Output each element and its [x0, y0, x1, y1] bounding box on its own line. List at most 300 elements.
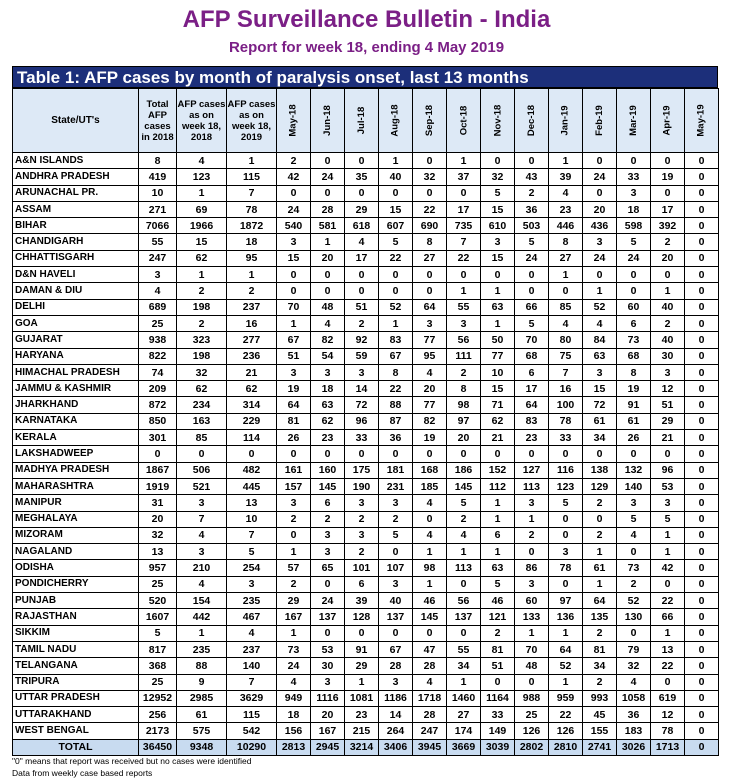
table-row [13, 527, 719, 543]
value-cell: 0 [617, 153, 651, 169]
value-cell: 81 [481, 641, 515, 657]
footnote-data-source: Data from weekly case based reports [12, 768, 153, 778]
value-cell: 21 [227, 364, 277, 380]
state-name-cell: DAMAN & DIU [13, 283, 139, 299]
value-cell: 145 [447, 478, 481, 494]
table-row [13, 625, 719, 641]
value-cell: 817 [139, 641, 177, 657]
value-cell: 610 [481, 218, 515, 234]
value-cell: 3 [311, 544, 345, 560]
value-cell: 1 [227, 153, 277, 169]
state-name-cell: ODISHA [13, 560, 139, 576]
value-cell: 78 [227, 201, 277, 217]
value-cell: 0 [413, 446, 447, 462]
value-cell: 690 [413, 218, 447, 234]
value-cell: 1966 [177, 218, 227, 234]
value-cell: 86 [515, 560, 549, 576]
value-cell: 1460 [447, 690, 481, 706]
value-cell: 100 [549, 397, 583, 413]
value-cell: 2 [651, 234, 685, 250]
value-cell: 186 [447, 462, 481, 478]
value-cell: 12 [651, 381, 685, 397]
value-cell: 0 [685, 690, 719, 706]
value-cell: 3 [177, 544, 227, 560]
col-header-month [447, 89, 481, 153]
value-cell: 87 [379, 413, 413, 429]
value-cell: 3 [379, 674, 413, 690]
value-cell: 949 [277, 690, 311, 706]
value-cell: 0 [685, 348, 719, 364]
col-header-month [413, 89, 447, 153]
value-cell: 82 [311, 332, 345, 348]
value-cell: 4 [413, 674, 447, 690]
value-cell: 32 [139, 527, 177, 543]
value-cell: 25 [515, 707, 549, 723]
value-cell: 98 [447, 397, 481, 413]
value-cell: 48 [515, 658, 549, 674]
value-cell: 23 [345, 707, 379, 723]
value-cell: 301 [139, 430, 177, 446]
table-row [13, 495, 719, 511]
value-cell: 96 [345, 413, 379, 429]
value-cell: 36 [617, 707, 651, 723]
value-cell: 2 [345, 315, 379, 331]
value-cell: 24 [617, 250, 651, 266]
value-cell: 81 [277, 413, 311, 429]
col-header-month [617, 89, 651, 153]
value-cell: 15 [481, 381, 515, 397]
value-cell: 77 [413, 397, 447, 413]
bulletin-title: AFP Surveillance Bulletin - India [182, 6, 551, 33]
col-header-state: State/UT's [13, 89, 139, 153]
value-cell: 0 [345, 625, 379, 641]
value-cell: 1867 [139, 462, 177, 478]
value-cell: 91 [345, 641, 379, 657]
value-cell: 236 [227, 348, 277, 364]
value-cell: 3 [139, 267, 177, 283]
value-cell: 70 [277, 299, 311, 315]
value-cell: 13 [139, 544, 177, 560]
value-cell: 20 [413, 381, 447, 397]
value-cell: 28 [379, 658, 413, 674]
value-cell: 0 [515, 283, 549, 299]
value-cell: 45 [583, 707, 617, 723]
value-cell: 0 [311, 267, 345, 283]
value-cell: 0 [139, 446, 177, 462]
value-cell: 3 [345, 495, 379, 511]
value-cell: 0 [685, 674, 719, 690]
value-cell: 132 [617, 462, 651, 478]
value-cell: 0 [685, 364, 719, 380]
value-cell: 36450 [139, 739, 177, 755]
value-cell: 24 [277, 201, 311, 217]
value-cell: 161 [277, 462, 311, 478]
value-cell: 17 [447, 201, 481, 217]
value-cell: 2 [515, 527, 549, 543]
value-cell: 29 [277, 593, 311, 609]
value-cell: 5 [379, 527, 413, 543]
value-cell: 619 [651, 690, 685, 706]
value-cell: 0 [413, 267, 447, 283]
value-cell: 0 [549, 527, 583, 543]
value-cell: 1 [345, 674, 379, 690]
value-cell: 3 [277, 495, 311, 511]
col-header-week18-2018: AFP cases as on week 18, 2018 [177, 89, 227, 153]
value-cell: 3 [549, 544, 583, 560]
value-cell: 3406 [379, 739, 413, 755]
value-cell: 175 [345, 462, 379, 478]
state-name-cell: UTTAR PRADESH [13, 690, 139, 706]
col-header-month [651, 89, 685, 153]
value-cell: 198 [177, 348, 227, 364]
value-cell: 113 [515, 478, 549, 494]
value-cell: 37 [447, 169, 481, 185]
value-cell: 70 [515, 332, 549, 348]
value-cell: 116 [549, 462, 583, 478]
value-cell: 1 [549, 267, 583, 283]
value-cell: 8 [413, 234, 447, 250]
value-cell: 0 [447, 625, 481, 641]
value-cell: 185 [413, 478, 447, 494]
value-cell: 368 [139, 658, 177, 674]
value-cell: 1 [583, 544, 617, 560]
value-cell: 155 [583, 723, 617, 739]
table-row [13, 576, 719, 592]
value-cell: 0 [685, 234, 719, 250]
value-cell: 48 [311, 299, 345, 315]
value-cell: 1 [177, 185, 227, 201]
value-cell: 0 [277, 527, 311, 543]
value-cell: 5 [515, 234, 549, 250]
state-name-cell: TELANGANA [13, 658, 139, 674]
value-cell: 126 [549, 723, 583, 739]
value-cell: 5 [515, 315, 549, 331]
col-header-month [277, 89, 311, 153]
value-cell: 62 [177, 250, 227, 266]
value-cell: 61 [583, 413, 617, 429]
value-cell: 5 [549, 495, 583, 511]
value-cell: 467 [227, 609, 277, 625]
value-cell: 0 [549, 576, 583, 592]
value-cell: 0 [685, 576, 719, 592]
value-cell: 988 [515, 690, 549, 706]
value-cell: 73 [617, 332, 651, 348]
value-cell: 78 [549, 560, 583, 576]
value-cell: 0 [685, 511, 719, 527]
value-cell: 419 [139, 169, 177, 185]
value-cell: 121 [481, 609, 515, 625]
month-label: Jun-18 [322, 105, 333, 136]
value-cell: 247 [139, 250, 177, 266]
value-cell: 8 [447, 381, 481, 397]
value-cell: 24 [311, 169, 345, 185]
value-cell: 0 [617, 544, 651, 560]
value-cell: 2 [515, 185, 549, 201]
table-row [13, 707, 719, 723]
value-cell: 82 [413, 413, 447, 429]
value-cell: 88 [379, 397, 413, 413]
value-cell: 35 [345, 169, 379, 185]
value-cell: 0 [685, 267, 719, 283]
state-name-cell: GOA [13, 315, 139, 331]
value-cell: 0 [447, 446, 481, 462]
value-cell: 20 [311, 250, 345, 266]
value-cell: 0 [311, 185, 345, 201]
state-name-cell: RAJASTHAN [13, 609, 139, 625]
value-cell: 63 [583, 348, 617, 364]
value-cell: 4 [345, 234, 379, 250]
value-cell: 157 [277, 478, 311, 494]
value-cell: 0 [685, 315, 719, 331]
value-cell: 83 [515, 413, 549, 429]
value-cell: 6 [345, 576, 379, 592]
value-cell: 17 [651, 201, 685, 217]
value-cell: 136 [549, 609, 583, 625]
value-cell: 129 [583, 478, 617, 494]
value-cell: 77 [413, 332, 447, 348]
value-cell: 55 [139, 234, 177, 250]
value-cell: 0 [413, 511, 447, 527]
value-cell: 1 [583, 283, 617, 299]
value-cell: 64 [549, 641, 583, 657]
value-cell: 42 [277, 169, 311, 185]
value-cell: 215 [345, 723, 379, 739]
value-cell: 3 [379, 495, 413, 511]
value-cell: 5 [139, 625, 177, 641]
value-cell: 3 [311, 364, 345, 380]
table-row [13, 397, 719, 413]
table-row [13, 593, 719, 609]
value-cell: 0 [413, 185, 447, 201]
value-cell: 51 [481, 658, 515, 674]
value-cell: 30 [651, 348, 685, 364]
value-cell: 1 [549, 625, 583, 641]
value-cell: 137 [447, 609, 481, 625]
state-name-cell: JAMMU & KASHMIR [13, 381, 139, 397]
table-body [13, 153, 719, 756]
state-name-cell: UTTARAKHAND [13, 707, 139, 723]
value-cell: 0 [447, 267, 481, 283]
value-cell: 0 [515, 544, 549, 560]
value-cell: 392 [651, 218, 685, 234]
value-cell: 183 [617, 723, 651, 739]
value-cell: 1 [447, 674, 481, 690]
value-cell: 4 [177, 576, 227, 592]
value-cell: 237 [227, 641, 277, 657]
value-cell: 15 [177, 234, 227, 250]
value-cell: 3 [311, 674, 345, 690]
value-cell: 3 [617, 185, 651, 201]
table-row [13, 560, 719, 576]
value-cell: 78 [549, 413, 583, 429]
value-cell: 22 [549, 707, 583, 723]
value-cell: 4 [227, 625, 277, 641]
value-cell: 137 [311, 609, 345, 625]
value-cell: 0 [177, 446, 227, 462]
value-cell: 22 [379, 250, 413, 266]
value-cell: 1164 [481, 690, 515, 706]
value-cell: 130 [617, 609, 651, 625]
value-cell: 20 [583, 201, 617, 217]
value-cell: 0 [515, 267, 549, 283]
value-cell: 138 [583, 462, 617, 478]
col-header-month [379, 89, 413, 153]
value-cell: 0 [685, 707, 719, 723]
value-cell: 0 [549, 283, 583, 299]
value-cell: 55 [447, 641, 481, 657]
value-cell: 1 [651, 544, 685, 560]
value-cell: 0 [685, 609, 719, 625]
value-cell: 66 [651, 609, 685, 625]
value-cell: 1 [277, 625, 311, 641]
value-cell: 0 [685, 250, 719, 266]
value-cell: 112 [481, 478, 515, 494]
value-cell: 22 [651, 593, 685, 609]
value-cell: 67 [379, 641, 413, 657]
value-cell: 7 [177, 511, 227, 527]
month-label: Aug-18 [389, 104, 401, 137]
value-cell: 0 [617, 283, 651, 299]
value-cell: 0 [685, 527, 719, 543]
value-cell: 59 [345, 348, 379, 364]
value-cell: 2 [277, 576, 311, 592]
value-cell: 1186 [379, 690, 413, 706]
value-cell: 21 [651, 430, 685, 446]
value-cell: 198 [177, 299, 227, 315]
value-cell: 1 [447, 544, 481, 560]
value-cell: 57 [277, 560, 311, 576]
value-cell: 229 [227, 413, 277, 429]
table-row [13, 332, 719, 348]
value-cell: 2 [447, 364, 481, 380]
month-label: Jan-19 [559, 105, 571, 136]
value-cell: 0 [311, 446, 345, 462]
value-cell: 0 [685, 446, 719, 462]
value-cell: 959 [549, 690, 583, 706]
value-cell: 2810 [549, 739, 583, 755]
value-cell: 95 [227, 250, 277, 266]
state-name-cell: GUJARAT [13, 332, 139, 348]
value-cell: 0 [685, 430, 719, 446]
value-cell: 68 [515, 348, 549, 364]
value-cell: 0 [379, 267, 413, 283]
state-name-cell: A&N ISLANDS [13, 153, 139, 169]
value-cell: 2 [345, 511, 379, 527]
table-row [13, 283, 719, 299]
value-cell: 68 [617, 348, 651, 364]
value-cell: 19 [651, 169, 685, 185]
value-cell: 26 [277, 430, 311, 446]
value-cell: 0 [379, 283, 413, 299]
value-cell: 0 [379, 446, 413, 462]
value-cell: 0 [583, 446, 617, 462]
value-cell: 73 [617, 560, 651, 576]
table-row [13, 169, 719, 185]
value-cell: 1718 [413, 690, 447, 706]
value-cell: 28 [311, 201, 345, 217]
value-cell: 1 [413, 576, 447, 592]
value-cell: 0 [311, 576, 345, 592]
value-cell: 33 [481, 707, 515, 723]
value-cell: 598 [617, 218, 651, 234]
value-cell: 0 [685, 495, 719, 511]
value-cell: 2 [651, 315, 685, 331]
value-cell: 0 [685, 641, 719, 657]
value-cell: 575 [177, 723, 227, 739]
value-cell: 2 [311, 511, 345, 527]
value-cell: 52 [379, 299, 413, 315]
value-cell: 32 [481, 169, 515, 185]
value-cell: 0 [583, 511, 617, 527]
value-cell: 92 [345, 332, 379, 348]
value-cell: 29 [651, 413, 685, 429]
value-cell: 32 [413, 169, 447, 185]
value-cell: 3 [651, 495, 685, 511]
value-cell: 22 [447, 250, 481, 266]
value-cell: 4 [413, 495, 447, 511]
value-cell: 14 [379, 707, 413, 723]
value-cell: 506 [177, 462, 227, 478]
value-cell: 73 [277, 641, 311, 657]
value-cell: 43 [515, 169, 549, 185]
value-cell: 3039 [481, 739, 515, 755]
state-name-cell: MAHARASHTRA [13, 478, 139, 494]
table-row [13, 413, 719, 429]
value-cell: 1 [379, 315, 413, 331]
value-cell: 938 [139, 332, 177, 348]
value-cell: 67 [277, 332, 311, 348]
value-cell: 98 [413, 560, 447, 576]
value-cell: 1 [481, 315, 515, 331]
value-cell: 69 [177, 201, 227, 217]
value-cell: 0 [447, 185, 481, 201]
table-row [13, 348, 719, 364]
value-cell: 0 [651, 576, 685, 592]
value-cell: 1 [515, 511, 549, 527]
value-cell: 65 [311, 560, 345, 576]
value-cell: 1 [227, 267, 277, 283]
value-cell: 101 [345, 560, 379, 576]
value-cell: 9348 [177, 739, 227, 755]
value-cell: 114 [227, 430, 277, 446]
value-cell: 3 [481, 234, 515, 250]
value-cell: 27 [447, 707, 481, 723]
value-cell: 3214 [345, 739, 379, 755]
value-cell: 4 [139, 283, 177, 299]
value-cell: 0 [227, 446, 277, 462]
value-cell: 7 [447, 234, 481, 250]
value-cell: 0 [447, 576, 481, 592]
value-cell: 209 [139, 381, 177, 397]
value-cell: 0 [311, 153, 345, 169]
value-cell: 1872 [227, 218, 277, 234]
value-cell: 4 [413, 527, 447, 543]
value-cell: 581 [311, 218, 345, 234]
value-cell: 0 [651, 153, 685, 169]
value-cell: 28 [413, 707, 447, 723]
value-cell: 115 [227, 707, 277, 723]
value-cell: 46 [481, 593, 515, 609]
table-row [13, 478, 719, 494]
col-header-month [515, 89, 549, 153]
table-row [13, 267, 719, 283]
value-cell: 42 [651, 560, 685, 576]
value-cell: 91 [617, 397, 651, 413]
value-cell: 190 [345, 478, 379, 494]
value-cell: 51 [651, 397, 685, 413]
value-cell: 7066 [139, 218, 177, 234]
col-header-week18-2019: AFP cases as on week 18, 2019 [227, 89, 277, 153]
